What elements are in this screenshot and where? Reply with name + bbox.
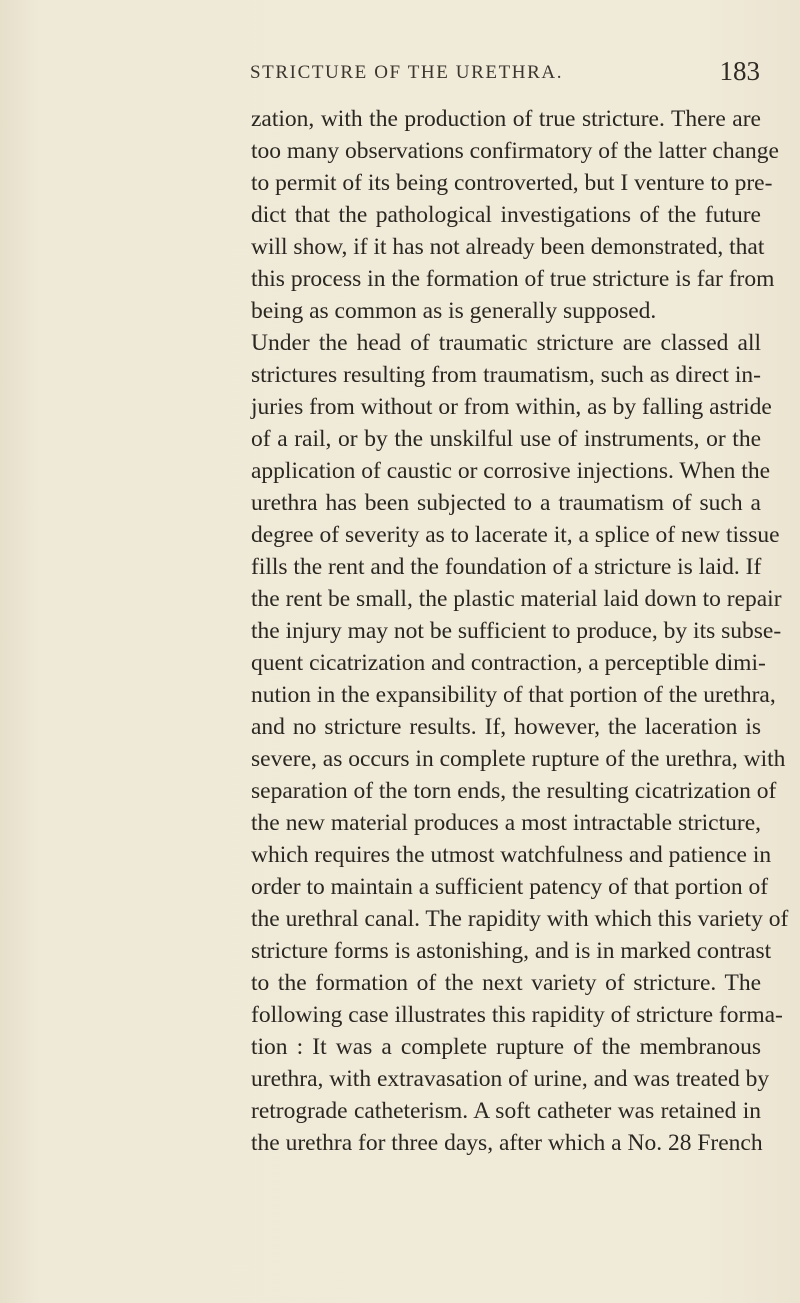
text-line: nution in the expansibility of that portion of the urethra, (251, 682, 776, 708)
text-line: quent cicatrization and contraction, a perceptible dimi- (251, 650, 766, 676)
text-line: to permit of its being controverted, but I venture to pre- (251, 170, 773, 196)
text-line: urethra has been subjected to a traumatism of such a (251, 490, 761, 516)
text-line: retrograde catheterism. A soft catheter was retained in (251, 1098, 761, 1124)
text-line: the urethral canal. The rapidity with which this variety of (251, 906, 789, 932)
text-line: fills the rent and the foundation of a stricture is laid. If (251, 554, 762, 580)
running-head: STRICTURE OF THE URETHRA. (250, 62, 564, 83)
text-line: strictures resulting from traumatism, such as direct in- (251, 362, 761, 388)
body-text (251, 103, 789, 1159)
text-line: order to maintain a sufficient patency of that portion of (251, 874, 769, 900)
text-line: of a rail, or by the unskilful use of instruments, or the (251, 426, 761, 452)
text-line: the rent be small, the plastic material laid down to repair (251, 586, 782, 612)
text-line: following case illustrates this rapidity of stricture forma- (251, 1002, 783, 1028)
text-line: dict that the pathological investigations of the future (251, 202, 761, 228)
text-line: application of caustic or corrosive injections. When the (251, 458, 771, 484)
text-line: juries from without or from within, as by falling astride (251, 394, 772, 420)
text-line: zation, with the production of true stricture. There are (251, 106, 761, 132)
text-line: tion : It was a complete rupture of the membranous (251, 1034, 761, 1060)
text-line: the injury may not be sufficient to produce, by its subse- (251, 618, 782, 644)
page-number: 183 (719, 56, 760, 86)
text-line: the new material produces a most intractable stricture, (251, 810, 761, 836)
text-line: this process in the formation of true stricture is far from (251, 266, 775, 292)
text-line: separation of the torn ends, the resulting cicatrization of (251, 778, 777, 804)
text-line: will show, if it has not already been demonstrated, that (251, 234, 765, 260)
text-line: and no stricture results. If, however, the laceration is (251, 714, 761, 740)
text-line: severe, as occurs in complete rupture of the urethra, with (251, 746, 786, 772)
text-line: which requires the utmost watchfulness and patience in (251, 842, 772, 868)
text-line: the urethra for three days, after which a No. 28 French (251, 1130, 763, 1156)
page-header (250, 56, 760, 96)
text-line: urethra, with extravasation of urine, and was treated by (251, 1066, 770, 1092)
text-line: degree of severity as to lacerate it, a splice of new tissue (251, 522, 780, 548)
text-line: to the formation of the next variety of stricture. The (251, 970, 761, 996)
text-line: stricture forms is astonishing, and is in marked contrast (251, 938, 772, 964)
text-line: too many observations confirmatory of the latter change (251, 138, 779, 164)
text-line: Under the head of traumatic stricture are classed all (251, 330, 761, 356)
text-line: being as common as is generally supposed. (251, 298, 657, 324)
